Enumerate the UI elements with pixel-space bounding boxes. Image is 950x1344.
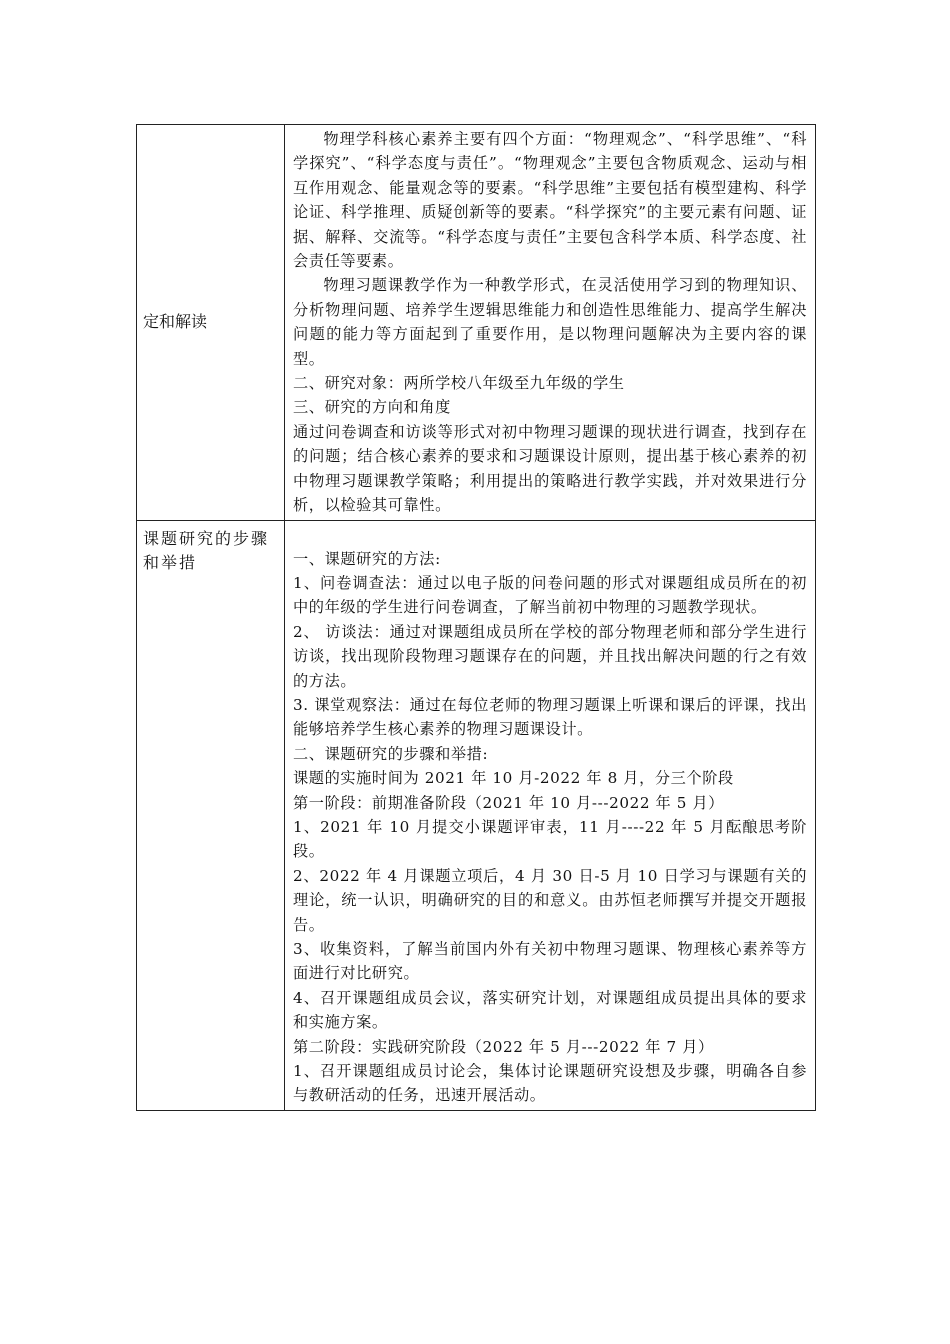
paragraph-stage-two: 第二阶段：实践研究阶段（2022 年 5 月---2022 年 7 月） bbox=[293, 1037, 714, 1056]
blank-line bbox=[293, 523, 807, 547]
paragraph-timeline: 课题的实施时间为 2021 年 10 月-2022 年 8 月，分三个阶段 bbox=[293, 769, 734, 788]
row-label-definition: 定和解读 bbox=[137, 125, 285, 521]
paragraph-stage-one: 第一阶段：前期准备阶段（2021 年 10 月---2022 年 5 月） bbox=[293, 793, 725, 812]
paragraph-stage-one-item-1: 1、2021 年 10 月提交小课题评审表，11 月----22 年 5 月酝酿思考阶段。 bbox=[293, 817, 807, 861]
paragraph-stage-two-item-1: 1、召开课题组成员讨论会，集体讨论课题研究设想及步骤，明确各自参与教研活动的任务，迅速开展活动。 bbox=[293, 1062, 807, 1105]
table-row-steps bbox=[137, 520, 816, 1110]
paragraph-exercise-class: 物理习题课教学作为一种教学形式，在灵活使用学习到的物理知识、分析物理问题、培养学生逻辑思维能力和创造性思维能力、提高学生解决问题的能力等方面起到了重要作用，是以物理问题解决为主要内容的课型。 bbox=[293, 276, 807, 368]
row-content-steps bbox=[285, 520, 816, 1110]
report-table bbox=[136, 124, 816, 1111]
table-row-definition bbox=[137, 125, 816, 521]
paragraph-stage-one-item-2: 2、2022 年 4 月课题立项后，4 月 30 日-5 月 10 日学习与课题有关的理论，统一认识，明确研究的目的和意义。由苏恒老师撰写并提交开题报告。 bbox=[293, 866, 807, 934]
paragraph-stage-one-item-3: 3、收集资料，了解当前国内外有关初中物理习题课、物理核心素养等方面进行对比研究。 bbox=[293, 940, 807, 983]
paragraph-method-interview: 2、 访谈法：通过对课题组成员所在学校的部分物理老师和部分学生进行访谈，找出现阶段物理习题课存在的问题，并且找出解决问题的行之有效的方法。 bbox=[293, 622, 807, 690]
paragraph-research-object: 二、研究对象：两所学校八年级至九年级的学生 bbox=[293, 374, 625, 393]
row-label-steps: 课题研究的步骤和举措 bbox=[137, 520, 285, 1110]
paragraph-core-literacy: 物理学科核心素养主要有四个方面：“物理观念”、“科学思维”、“科学探究”、“科学态度与责任”。“物理观念”主要包含物质观念、运动与相互作用观念、能量观念等的要素。“科学思维”主要包括有模型建构、科学论证、科学推理、质疑创新等的要素。“科学探究”的主要元素有问题、证据、解释、交流等。“科学态度与责任”主要包含科学本质、科学态度、社会责任等要素。 bbox=[293, 130, 807, 271]
paragraph-research-direction: 通过问卷调查和访谈等形式对初中物理习题课的现状进行调查，找到存在的问题；结合核心素养的要求和习题课设计原则，提出基于核心素养的初中物理习题课教学策略；利用提出的策略进行教学实践，并对效果进行分析，以检验其可靠性。 bbox=[293, 422, 807, 515]
paragraph-research-direction-heading: 三、研究的方向和角度 bbox=[293, 398, 451, 417]
paragraph-steps-heading: 二、课题研究的步骤和举措: bbox=[293, 744, 489, 763]
paragraph-method-observation: 3. 课堂观察法：通过在每位老师的物理习题课上听课和课后的评课，找出能够培养学生核心素养的物理习题课设计。 bbox=[293, 695, 807, 739]
paragraph-methods-heading: 一、课题研究的方法: bbox=[293, 549, 441, 568]
paragraph-stage-one-item-4: 4、召开课题组成员会议，落实研究计划，对课题组成员提出具体的要求和实施方案。 bbox=[293, 988, 807, 1032]
paragraph-method-survey: 1、问卷调查法：通过以电子版的问卷问题的形式对课题组成员所在的初中的年级的学生进行问卷调查，了解当前初中物理的习题教学现状。 bbox=[293, 573, 807, 617]
row-content-definition bbox=[285, 125, 816, 521]
